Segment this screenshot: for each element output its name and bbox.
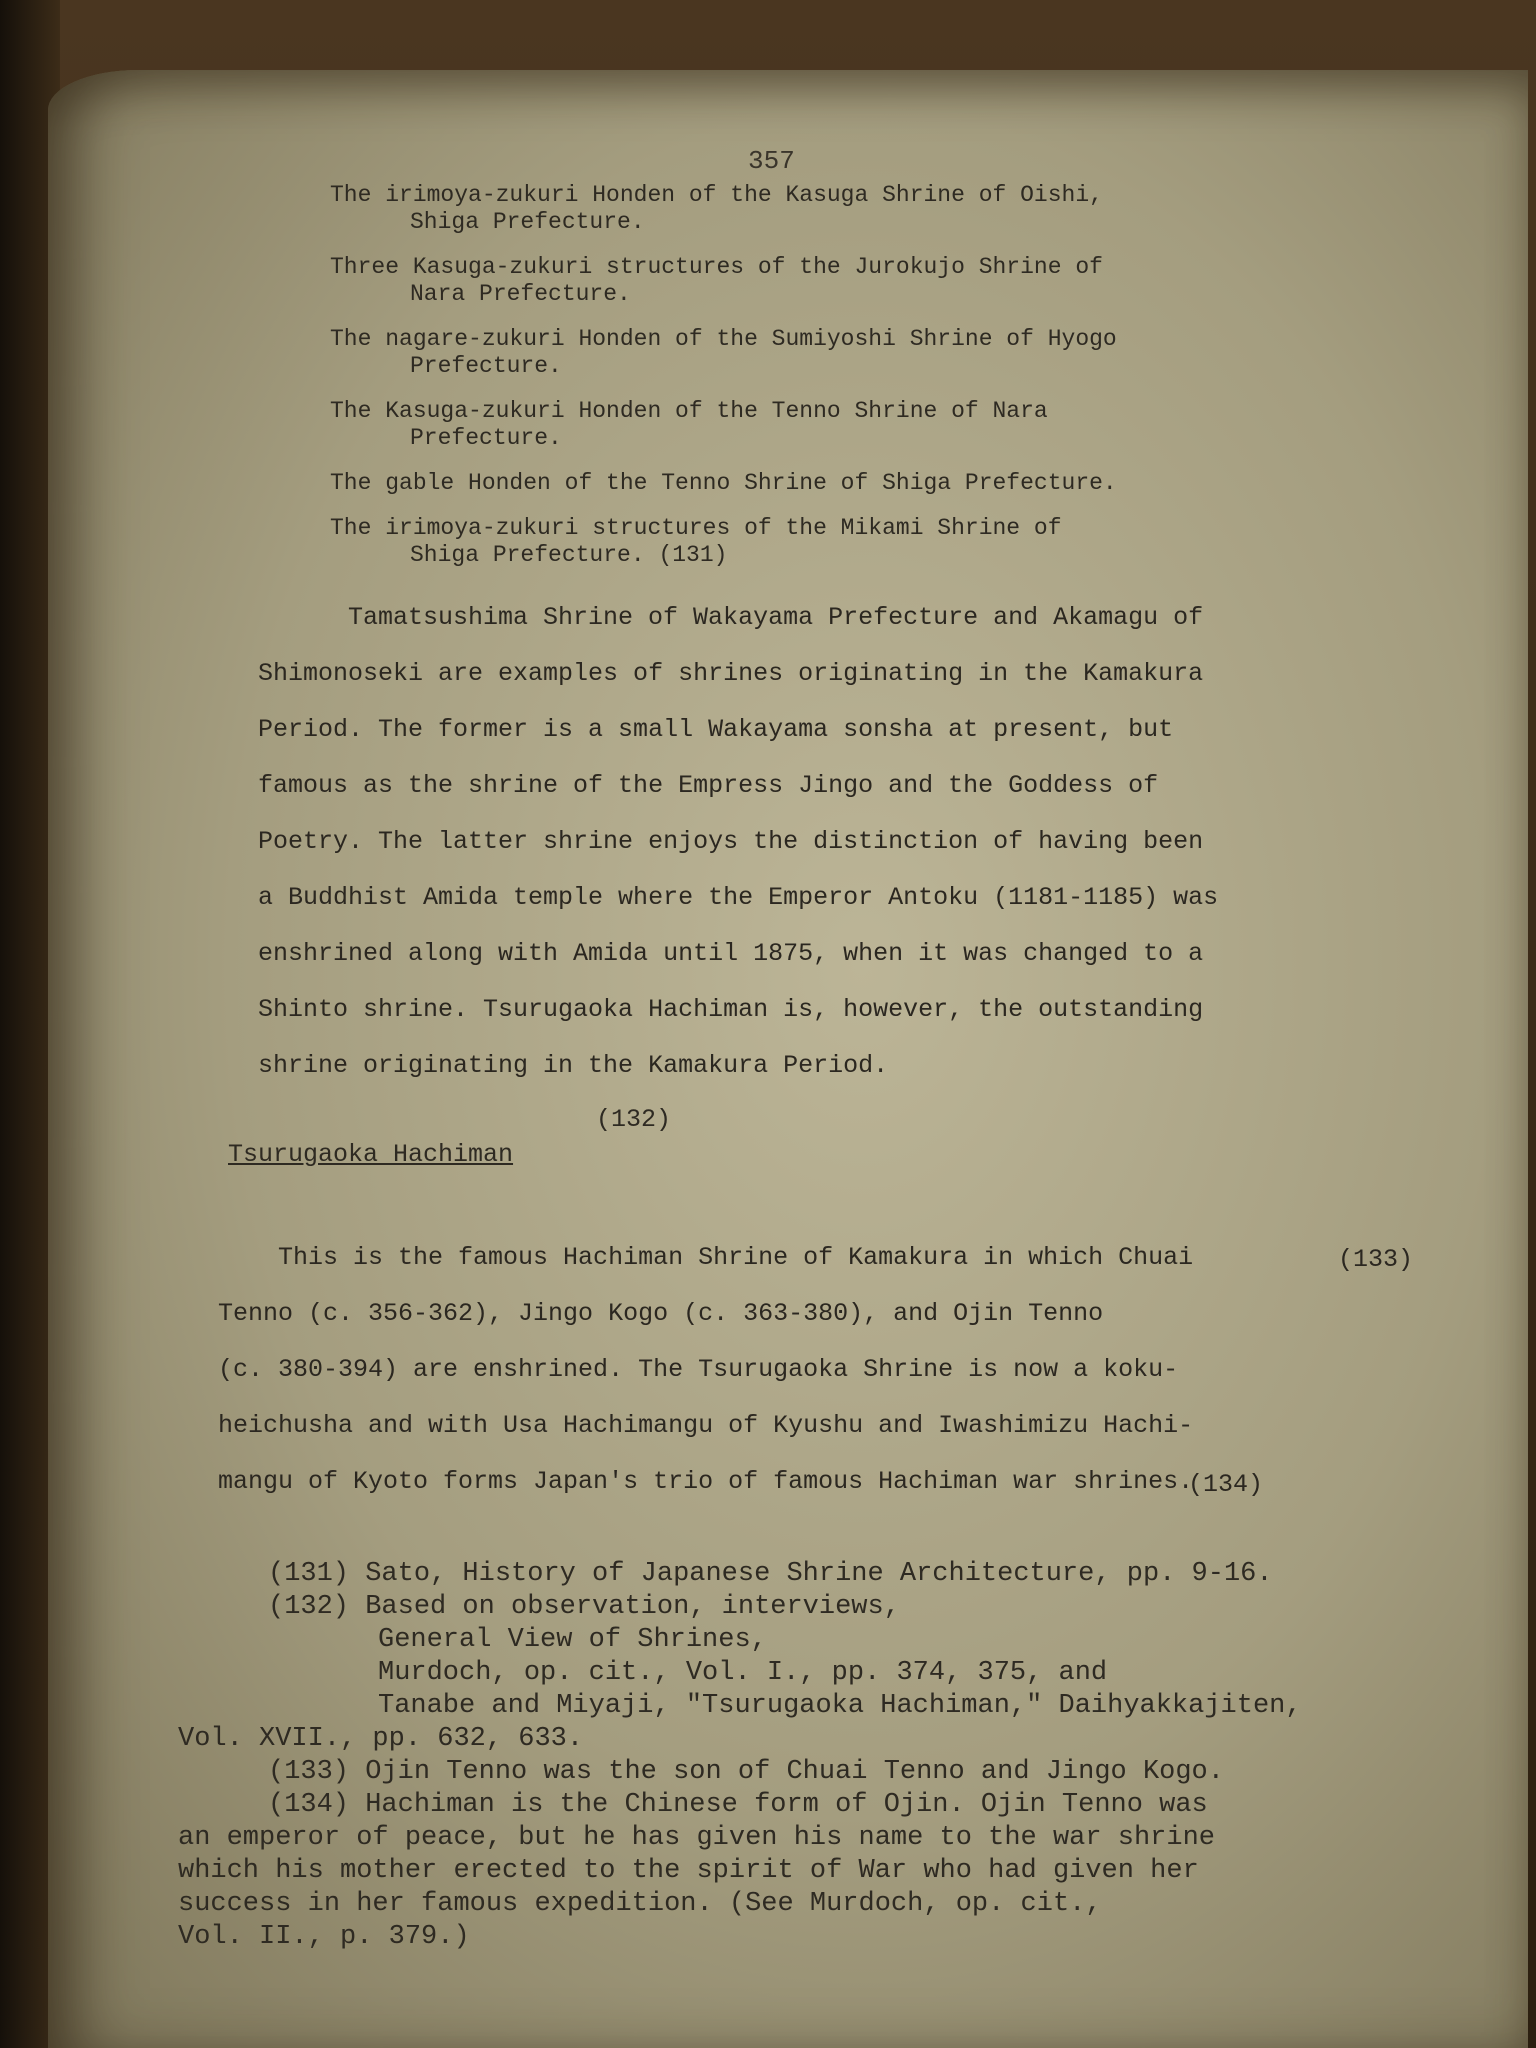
footnote-line: Vol. XVII., pp. 632, 633. xyxy=(178,1724,584,1754)
structures-list xyxy=(330,182,1430,587)
footnote-line: (132) Based on observation, interviews, xyxy=(268,1592,900,1622)
footnote-line: (134) Hachiman is the Chinese form of Ojin. Ojin Tenno was xyxy=(268,1790,1208,1820)
list-item: The nagare-zukuri Honden of the Sumiyoshi Shrine of Hyogo Prefecture. xyxy=(330,326,1117,379)
footnote-line: success in her famous expedition. (See Murdoch, op. cit., xyxy=(178,1889,1102,1919)
footnote-line: an emperor of peace, but he has given his name to the war shrine xyxy=(178,1823,1215,1853)
footnote-line: (133) Ojin Tenno was the son of Chuai Tenno and Jingo Kogo. xyxy=(268,1757,1224,1787)
paragraph-kamakura-shrines: Tamatsushima Shrine of Wakayama Prefecture and Akamagu of Shimonoseki are examples of shrines originating in the Kamakura Period. The former is a small Wakayama sonsha at present, but famous as the shrine of the Empress Jingo and the Goddess of Poetry. The latter shrine enjoys the distinction of having been a Buddhist Amida temple where the Emperor Antoku (1181-1185) was enshrined along with Amida until 1875, when it was changed to a Shinto shrine. Tsurugaoka Hachiman is, however, the outstanding shrine originating in the Kamakura Period. xyxy=(258,603,1219,1080)
list-item: Three Kasuga-zukuri structures of the Jurokujo Shrine of Nara Prefecture. xyxy=(330,254,1103,307)
book-page xyxy=(48,70,1528,2048)
paragraph-tsurugaoka: This is the famous Hachiman Shrine of Kamakura in which Chuai Tenno (c. 356-362), Jingo Kogo (c. 363-380), and Ojin Tenno (c. 380-394) are enshrined. The Tsurugaoka Shrine is now a koku- heichusha and with Usa Hachimangu of Kyushu and Iwashimizu Hachi- mangu of Kyoto forms Japan's trio of famous Hachiman war shrines. xyxy=(218,1243,1194,1496)
footnote-line: Vol. II., p. 379.) xyxy=(178,1922,470,1952)
heading-footnote-ref: (132) xyxy=(596,1105,672,1134)
footnote-line: General View of Shrines, xyxy=(378,1625,767,1655)
footnote-line: Murdoch, op. cit., Vol. I., pp. 374, 375, and xyxy=(378,1658,1108,1688)
footnote-line: Tanabe and Miyaji, "Tsurugaoka Hachiman," Daihyakkajiten, xyxy=(378,1691,1302,1721)
footnotes xyxy=(178,1558,1536,1954)
list-item: The irimoya-zukuri Honden of the Kasuga Shrine of Oishi, Shiga Prefecture. xyxy=(330,182,1103,235)
list-item: The gable Honden of the Tenno Shrine of Shiga Prefecture. xyxy=(330,470,1117,496)
list-item: The Kasuga-zukuri Honden of the Tenno Shrine of Nara Prefecture. xyxy=(330,398,1048,451)
page-number: 357 xyxy=(748,146,795,176)
footnote-ref-133: (133) xyxy=(1338,1245,1414,1274)
footnote-line: which his mother erected to the spirit of War who had given her xyxy=(178,1856,1199,1886)
list-item: The irimoya-zukuri structures of the Mikami Shrine of Shiga Prefecture. (131) xyxy=(330,515,1062,568)
footnote-ref-134: (134) xyxy=(1188,1470,1264,1499)
section-heading: Tsurugaoka Hachiman xyxy=(228,1140,514,1169)
footnote-line: (131) Sato, History of Japanese Shrine Architecture, pp. 9-16. xyxy=(268,1559,1273,1589)
